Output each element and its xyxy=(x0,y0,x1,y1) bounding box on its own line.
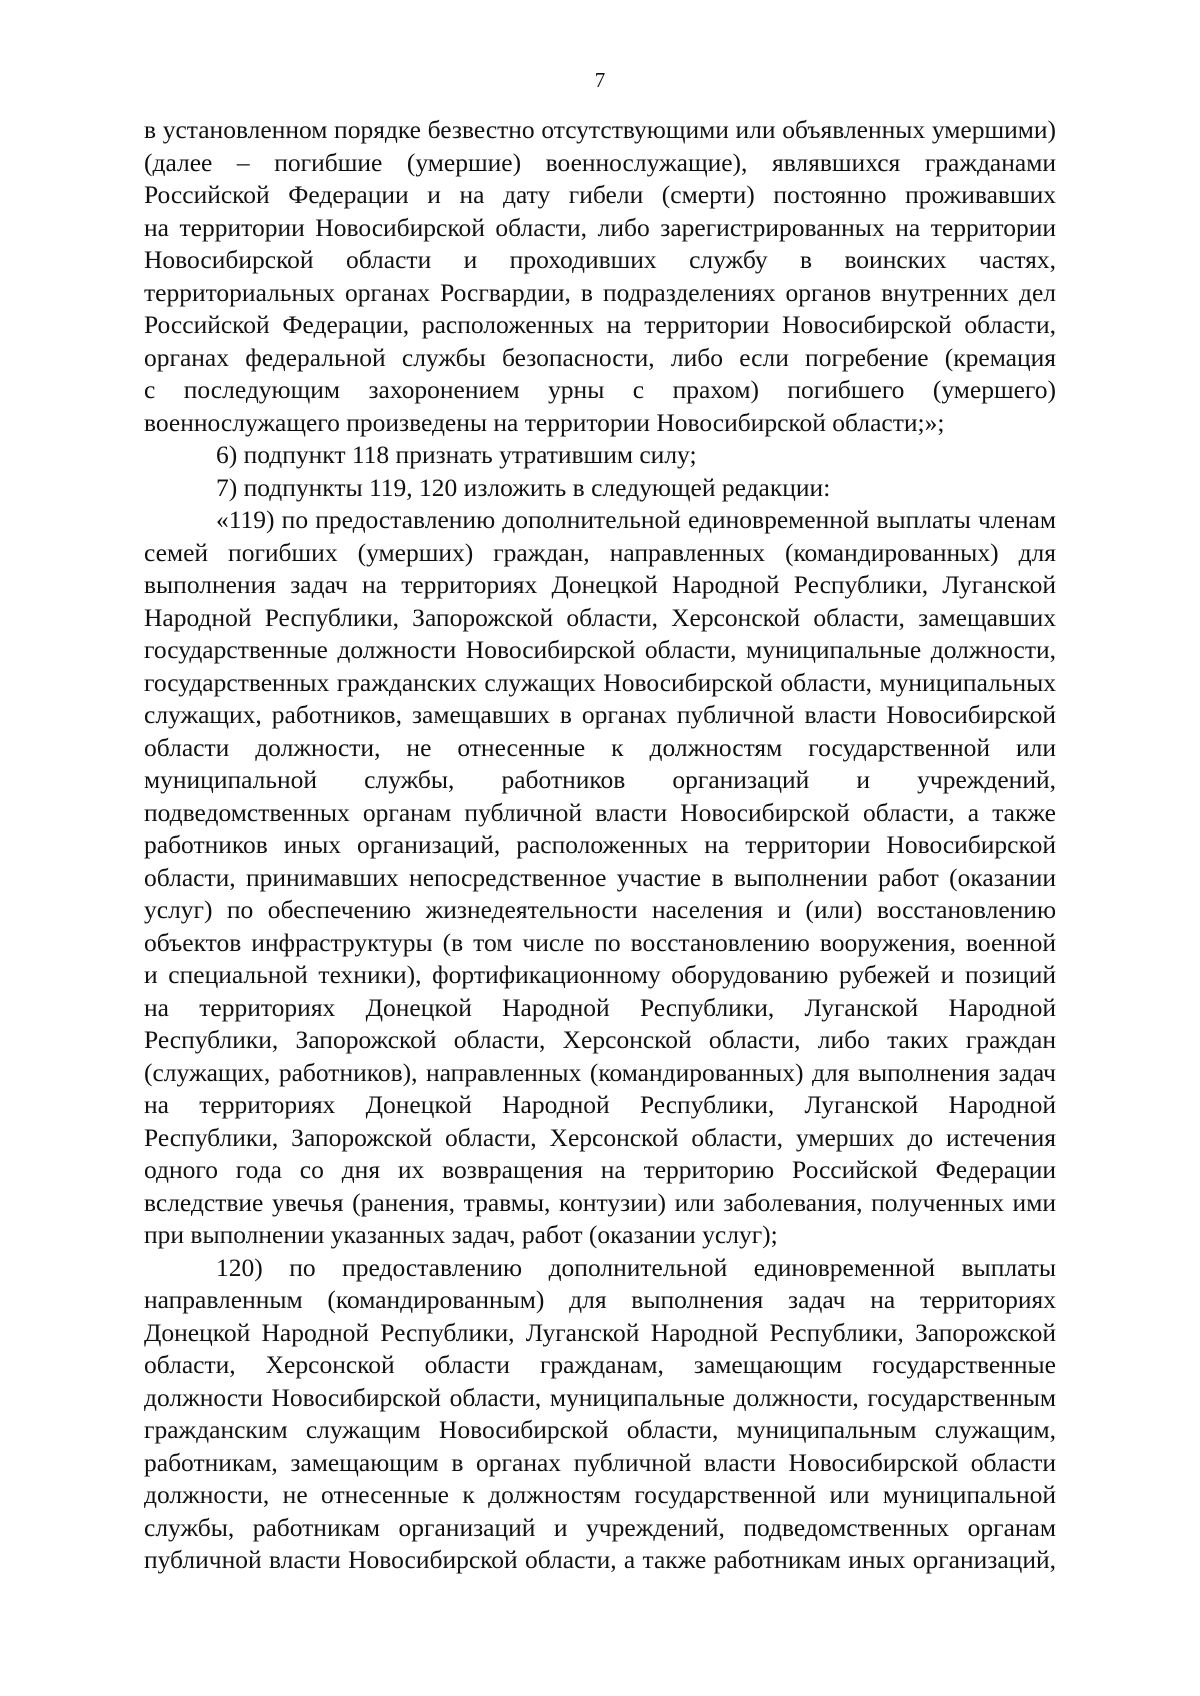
text-line: и специальной техники), фортификационному оборудованию рубежей и позиций xyxy=(144,960,1056,989)
text-line: направленным (командированным) для выполнения задач на территориях xyxy=(144,1285,1056,1314)
text-line: государственные должности Новосибирской области, муниципальные должности, xyxy=(144,635,1056,664)
text-line: (далее – погибшие (умершие) военнослужащие), являвшихся гражданами xyxy=(144,147,1056,177)
text-line: государственных гражданских служащих Новосибирской области, муниципальных xyxy=(144,667,1056,697)
text-line: 120) по предоставлению дополнительной единовременной выплаты xyxy=(216,1252,1056,1282)
text-line: муниципальной службы, работников организаций и учреждений, xyxy=(144,765,1056,794)
document-body xyxy=(144,114,1056,1577)
text-line: Новосибирской области и проходивших службу в воинских частях, xyxy=(144,245,1056,274)
text-line: в установленном порядке безвестно отсутствующими или объявленных умершими) xyxy=(144,115,1056,144)
text-line: вследствие увечья (ранения, травмы, контузии) или заболевания, полученных ими xyxy=(144,1187,1056,1217)
text-line: области, принимавших непосредственное участие в выполнении работ (оказании xyxy=(144,862,1056,892)
text-line: (служащих, работников), направленных (командированных) для выполнения задач xyxy=(144,1057,1056,1087)
text-line: Российской Федерации, расположенных на территории Новосибирской области, xyxy=(144,310,1056,339)
text-line: выполнения задач на территориях Донецкой Народной Республики, Луганской xyxy=(144,570,1056,599)
page-number: 7 xyxy=(594,68,606,92)
text-line: публичной власти Новосибирской области, а также работникам иных организаций, xyxy=(144,1545,1056,1574)
text-line: служащих, работников, замещавших в органах публичной власти Новосибирской xyxy=(144,700,1056,729)
text-line: территориальных органах Росгвардии, в подразделениях органов внутренних дел xyxy=(144,277,1056,307)
text-line: «119) по предоставлению дополнительной единовременной выплаты членам xyxy=(216,505,1056,534)
text-line: при выполнении указанных задач, работ (оказании услуг); xyxy=(144,1220,778,1249)
text-line: службы, работникам организаций и учреждений, подведомственных органам xyxy=(144,1512,1056,1542)
text-line: Народной Республики, Запорожской области, Херсонской области, замещавших xyxy=(144,602,1056,632)
text-line: работникам, замещающим в органах публичной власти Новосибирской области xyxy=(144,1447,1056,1477)
text-line: должности, не отнесенные к должностям государственной или муниципальной xyxy=(144,1480,1056,1509)
text-line: должности Новосибирской области, муниципальные должности, государственным xyxy=(144,1382,1056,1412)
text-line: на территории Новосибирской области, либо зарегистрированных на территории xyxy=(144,212,1056,242)
text-line: подведомственных органам публичной власти Новосибирской области, а также xyxy=(144,797,1056,827)
text-line: услуг) по обеспечению жизнедеятельности населения и (или) восстановлению xyxy=(144,895,1056,924)
text-line: Республики, Запорожской области, Херсонской области, умерших до истечения xyxy=(144,1122,1056,1152)
text-line: 7) подпункты 119, 120 изложить в следующей редакции: xyxy=(216,472,831,502)
text-line: органах федеральной службы безопасности, либо если погребение (кремация xyxy=(144,342,1056,372)
text-line: на территориях Донецкой Народной Республики, Луганской Народной xyxy=(144,1090,1056,1119)
text-line: работников иных организаций, расположенных на территории Новосибирской xyxy=(144,830,1056,859)
text-line: области должности, не отнесенные к должностям государственной или xyxy=(144,732,1056,762)
text-line: области, Херсонской области гражданам, замещающим государственные xyxy=(144,1350,1056,1379)
text-line: на территориях Донецкой Народной Республики, Луганской Народной xyxy=(144,992,1056,1022)
text-line: Республики, Запорожской области, Херсонской области, либо таких граждан xyxy=(144,1025,1056,1054)
text-line: семей погибших (умерших) граждан, направленных (командированных) для xyxy=(144,537,1056,567)
text-line: одного года со дня их возвращения на территорию Российской Федерации xyxy=(144,1155,1056,1184)
text-line: Российской Федерации и на дату гибели (смерти) постоянно проживавших xyxy=(144,180,1056,209)
text-line: военнослужащего произведены на территории Новосибирской области;»; xyxy=(144,407,945,437)
text-line: с последующим захоронением урны с прахом) погибшего (умершего) xyxy=(144,375,1056,404)
text-line: объектов инфраструктуры (в том числе по восстановлению вооружения, военной xyxy=(144,927,1056,957)
text-line: гражданским служащим Новосибирской области, муниципальным служащим, xyxy=(144,1415,1056,1444)
text-line: Донецкой Народной Республики, Луганской Народной Республики, Запорожской xyxy=(144,1317,1056,1347)
text-line: 6) подпункт 118 признать утратившим силу; xyxy=(216,440,697,469)
